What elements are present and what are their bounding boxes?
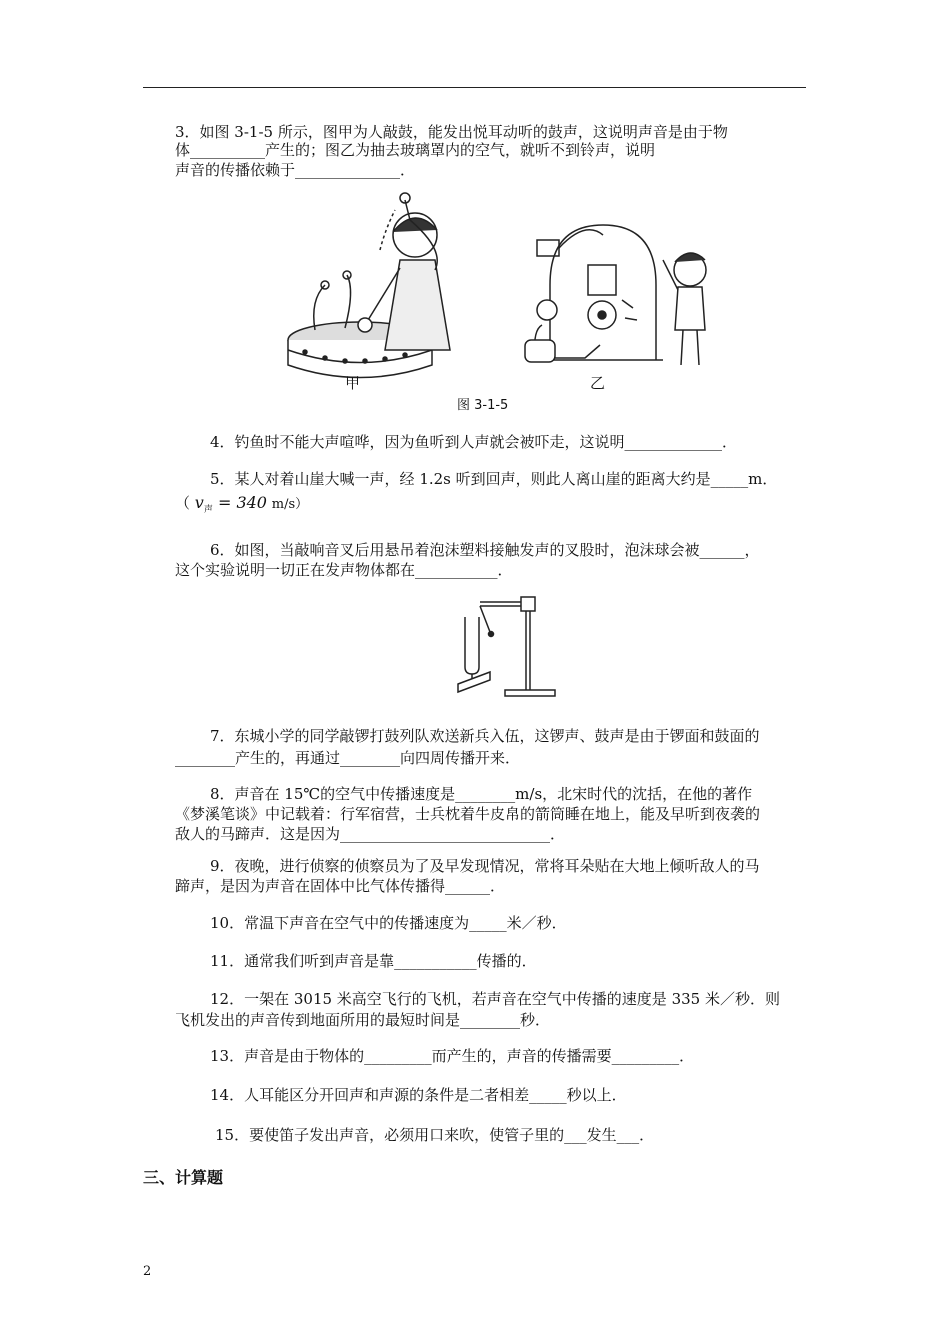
section-title: 三、计算题 [143, 1168, 224, 1187]
question-7-line-2: ________产生的，再通过________向四周传播开来． [175, 749, 521, 767]
drummer-drawing [288, 193, 450, 378]
velocity-subscript: 声 [203, 505, 213, 516]
velocity-symbol: v [194, 493, 204, 512]
question-4: 4．钓鱼时不能大声喧哗，因为鱼听到人声就会被吓走，这说明_____________． [210, 433, 738, 451]
question-3-line-1: 3．如图 3-1-5 所示，图甲为人敲鼓，能发出悦耳动听的鼓声，这说明声音是由于物 [175, 123, 728, 141]
figure-label-yi: 乙 [590, 374, 606, 392]
question-7-line-1: 7．东城小学的同学敲锣打鼓列队欢送新兵入伍，这锣声、鼓声是由于锣面和鼓面的 [210, 727, 760, 745]
bell-jar-drawing [525, 225, 706, 365]
question-12-line-1: 12．一架在 3015 米高空飞行的飞机，若声音在空气中传播的速度是 335 米／秒．则 [210, 990, 780, 1008]
question-6-line-1: 6．如图，当敲响音叉后用悬吊着泡沫塑料接触发声的叉股时，泡沫球会被______， [210, 541, 760, 559]
figure-label-jia: 甲 [345, 374, 361, 392]
tuning-fork-apparatus [450, 592, 560, 704]
open-paren: （ [175, 494, 191, 512]
question-14: 14．人耳能区分开回声和声源的条件是二者相差_____秒以上． [210, 1086, 627, 1104]
question-10: 10．常温下声音在空气中的传播速度为_____米／秒． [210, 914, 567, 932]
question-3-line-3: 声音的传播依赖于______________． [175, 161, 416, 179]
question-8-line-1: 8．声音在 15℃的空气中传播速度是________m/s，北宋时代的沈括，在他的著作 [210, 785, 753, 803]
page-number: 2 [143, 1264, 152, 1279]
figure-3-1-5-illustration [285, 190, 715, 390]
question-5-line-1: 5．某人对着山崖大喊一声，经 1.2s 听到回声，则此人离山崖的距离大约是_____m． [210, 470, 778, 488]
question-12-line-2: 飞机发出的声音传到地面所用的最短时间是________秒． [175, 1011, 551, 1029]
speed-formula [194, 493, 267, 516]
question-5-line-2 [175, 492, 805, 521]
question-8-line-2: 《梦溪笔谈》中记载着：行军宿营，士兵枕着牛皮帛的箭筒睡在地上，能及早听到夜袭的 [175, 805, 761, 823]
velocity-value: = 340 [217, 493, 267, 512]
question-6-line-2: 这个实验说明一切正在发声物体都在___________． [175, 561, 513, 579]
velocity-unit: m/s） [271, 497, 309, 512]
question-9-line-1: 9．夜晚，进行侦察的侦察员为了及早发现情况，常将耳朵贴在大地上倾听敌人的马 [210, 857, 760, 875]
question-3-line-2: 体__________产生的；图乙为抽去玻璃罩内的空气，就听不到铃声，说明 [175, 141, 656, 159]
question-15: 15．要使笛子发出声音，必须用口来吹，使管子里的___发生___． [215, 1126, 655, 1144]
question-13: 13．声音是由于物体的_________而产生的，声音的传播需要_________． [210, 1047, 695, 1065]
figure-caption: 图 3-1-5 [457, 398, 509, 413]
question-8-line-3: 敌人的马蹄声．这是因为____________________________． [175, 825, 566, 843]
question-9-line-2: 蹄声，是因为声音在固体中比气体传播得______． [175, 877, 506, 895]
header-rule [143, 87, 806, 88]
question-11: 11．通常我们听到声音是靠___________传播的． [210, 952, 537, 970]
